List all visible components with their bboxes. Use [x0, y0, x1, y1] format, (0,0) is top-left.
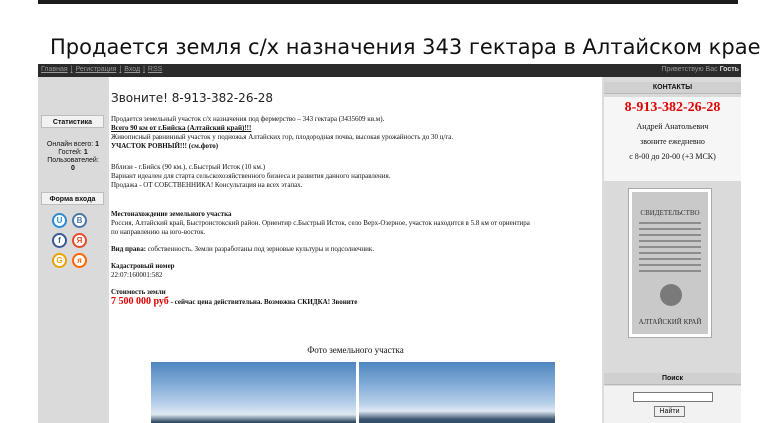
cadastre-label: Кадастровый номер — [111, 262, 175, 270]
nav-link-rss[interactable]: RSS — [147, 66, 163, 73]
photo-caption: Фото земельного участка — [307, 345, 404, 355]
location-text: по направлению на юго-восток. — [111, 228, 206, 236]
login-form-title: Форма входа — [41, 192, 104, 205]
online-value: 1 — [95, 141, 100, 148]
emblem-icon — [660, 284, 682, 306]
contacts-title: КОНТАКТЫ — [604, 82, 741, 94]
contacts-block — [604, 97, 741, 181]
main-content — [109, 77, 602, 423]
right-sidebar — [604, 77, 741, 423]
stats-title: Статистика — [41, 115, 104, 128]
nav-separator: | — [119, 66, 122, 73]
guests-value: 1 — [83, 149, 88, 156]
right-text: собственность. Земли разработаны под зерновые культуры и подсолнечник. — [147, 245, 375, 253]
land-photo-left[interactable] — [151, 362, 356, 423]
page-heading: Продается земля с/х назначения 343 гектара в Алтайском крае — [50, 35, 761, 59]
nav-link-home[interactable]: Главная — [41, 66, 68, 73]
certificate-title: СВИДЕТЕЛЬСТВО — [640, 209, 700, 217]
location-title: Местонахождение земельного участка — [111, 210, 232, 218]
location-text: Россия, Алтайский край, Быстроистокский район. Ориентир с.Быстрый Исток, село Верх-Озерное, участок находится в 5.8 км от ориентира — [111, 219, 530, 227]
land-photo-right[interactable] — [359, 362, 555, 423]
online-label: Онлайн всего: — [46, 141, 94, 148]
contact-hours-1: звоните ежедневно — [640, 137, 705, 146]
certificate-image[interactable] — [628, 188, 712, 338]
contact-hours-2: с 8-00 до 20-00 (+3 МСК) — [629, 152, 716, 161]
nav-link-register[interactable]: Регистрация — [75, 66, 117, 73]
desc-line: Продается земельный участок с/х назначения под фермерство – 343 гектара (3435609 кв.м). — [111, 115, 385, 123]
desc-line: Вариант идеален для старта сельскохозяйственного бизнеса и развития данного направления. — [111, 172, 391, 180]
search-button[interactable]: Найти — [654, 406, 685, 417]
right-label: Вид права: — [111, 245, 147, 253]
greeting-user: Гость — [719, 66, 739, 73]
users-label: Пользователей: — [47, 157, 99, 164]
certificate-region: АЛТАЙСКИЙ КРАЙ — [638, 318, 702, 326]
price-label: Стоимость земли — [111, 288, 166, 296]
yandex-alt-login-icon[interactable]: я — [72, 253, 87, 268]
top-nav — [38, 64, 741, 77]
contact-phone: 8-913-382-26-28 — [624, 100, 721, 115]
nav-links — [41, 66, 165, 73]
search-block — [604, 386, 741, 423]
ucoz-login-icon[interactable]: U — [52, 213, 67, 228]
google-login-icon[interactable]: G — [52, 253, 67, 268]
nav-separator: | — [143, 66, 145, 73]
vk-login-icon[interactable]: В — [72, 213, 87, 228]
left-sidebar — [38, 77, 107, 423]
distance-link[interactable]: Всего 90 км от г.Бийска (Алтайский край)!!! — [111, 124, 252, 132]
search-input[interactable] — [633, 392, 713, 402]
certificate-text-lines — [639, 222, 701, 276]
users-value: 0 — [71, 165, 75, 172]
top-bar — [38, 0, 738, 4]
content-title: Звоните! 8-913-382-26-28 — [111, 91, 274, 105]
site-frame — [38, 64, 741, 423]
price-note: - сейчас цена действительна. Возможна СКИДКА! Звоните — [170, 298, 358, 306]
content-body — [111, 115, 597, 307]
desc-line: УЧАСТОК РОВНЫЙ!!! (см.фото) — [111, 142, 219, 150]
desc-line: Продажа - ОТ СОБСТВЕННИКА! Консультация на всех этапах. — [111, 181, 303, 189]
search-title: Поиск — [604, 373, 741, 385]
greeting-prefix: Приветствую Вас — [661, 66, 718, 73]
yandex-login-icon[interactable]: Я — [72, 233, 87, 248]
stats-block — [40, 141, 106, 173]
greeting — [661, 66, 739, 73]
desc-line: Живописный равнинный участок у подножья Алтайских гор, плодородная почва, высокая урожайность до 30 ц/га. — [111, 133, 454, 141]
contact-name: Андрей Анатольевич — [636, 122, 709, 131]
facebook-login-icon[interactable]: f — [52, 233, 67, 248]
nav-separator: | — [70, 66, 73, 73]
certificate-scan — [632, 192, 708, 334]
price-value: 7 500 000 руб — [111, 296, 169, 307]
nav-link-login[interactable]: Вход — [124, 66, 141, 73]
guests-label: Гостей: — [58, 149, 82, 156]
desc-line: Вблизи - г.Бийск (90 км.), с.Быстрый Исток (10 км.) — [111, 163, 266, 171]
cadastre-value: 22:07:160001:582 — [111, 271, 163, 279]
